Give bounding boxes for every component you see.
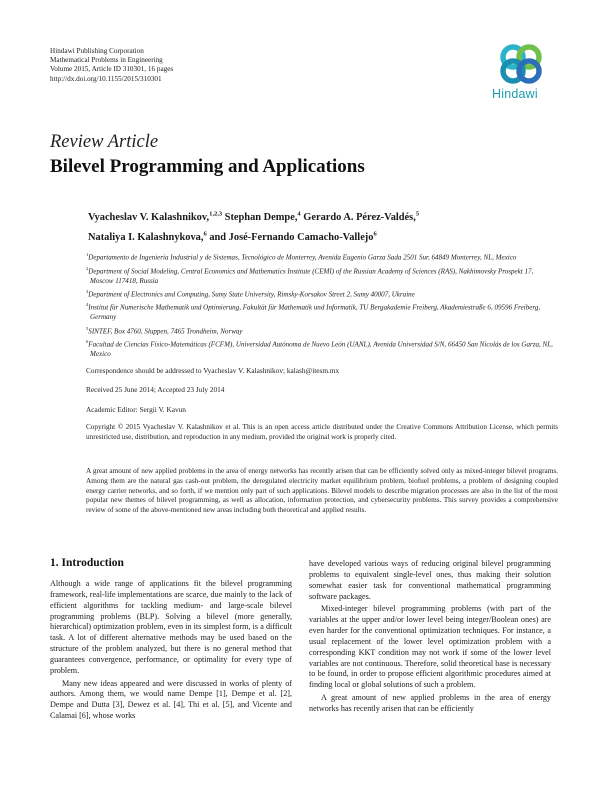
journal-name: Mathematical Problems in Engineering	[50, 56, 163, 65]
author-2: Stephan Dempe,$^4$	[222, 211, 301, 224]
copyright-notice: Copyright © 2015 Vyacheslav V. Kalashnikov et al. This is an open access article distributed under the Creative Commons Attribution License, which permits unrestricted use, distribution, and reproduction in any medium, provided the original work is properly cited.	[86, 423, 558, 441]
section-heading-introduction: 1. Introduction	[50, 557, 124, 569]
publisher-name: Hindawi Publishing Corporation	[50, 47, 144, 55]
author-list	[88, 207, 568, 246]
volume-info: Volume 2015, Article ID 310301, 16 pages	[50, 65, 174, 74]
academic-editor: Academic Editor: Sergii V. Kavun	[86, 405, 186, 414]
affiliation-1: $^1$Departamento de Ingeniería Industrial y de Sistemas, Tecnológico de Monterrey, Avenida Eugenio Garza Sada 2501 Sur, 64849 Monterrey, NL, Mexico	[86, 252, 517, 262]
affiliation-list	[86, 250, 558, 360]
paragraph: Many new ideas appeared and were discussed in works of plenty of authors. Among them, we would name Dempe [1], Dempe et al. [2], Dempe and Dutta [3], Dewez et al. [4], Thi et al. [5], and Vicente and Calamai [6], whose works	[50, 678, 292, 721]
hindawi-logo-text: Hindawi	[492, 87, 538, 101]
paragraph: Mixed-integer bilevel programming problems (with part of the variables at the upper and/or lower level being integer/Boolean ones) are even harder for the conventional optimization techniques. For instance, a usual replacement of the lower level optimization problem with a corresponding KKT condition may not work if some of the lower level variables are not continuous. Therefore, solid theoretical base is necessary to be found, in order to propose efficient algorithmic procedures aimed at finding local or global solutions of such a problem.	[309, 604, 551, 690]
affiliation-3: $^3$Department of Electronics and Computing, Sumy State University, Rimsky-Korsakov Street 2, Sumy 40007, Ukraine	[86, 288, 415, 299]
author-4: Nataliya I. Kalashnykova,$^6$	[88, 230, 207, 243]
author-1: Vyacheslav V. Kalashnikov,$^{1,2,3}$	[88, 211, 223, 224]
affiliation-2: $^2$Department of Social Modeling, Central Economics and Mathematics Institute (CEMI) of the Russian Academy of Sciences (RAS), Nakhimovsky Prospekt 17, Moscow 117418, Russia	[86, 265, 534, 285]
author-3: Gerardo A. Pérez-Valdés,$^5$	[300, 211, 420, 224]
affiliation-5: $^5$SINTEF, Box 4760, Sluppen, 7465 Trondheim, Norway	[86, 325, 243, 335]
correspondence-line: Correspondence should be addressed to Vyacheslav V. Kalashnikov; kalash@itesm.mx	[86, 366, 340, 375]
paragraph: A great amount of new applied problems in the area of energy networks has recently arisen that can be efficiently	[309, 693, 551, 713]
body-column-right	[309, 559, 551, 715]
paragraph: Although a wide range of applications fit the bilevel programming framework, real-life implementations are scarce, due mainly to the lack of efficient algorithms for tackling medium- and large-scale bilevel programming problems (BLP). Solving a bilevel (more generally, hierarchical) optimization problem, even in its simplest form, is a difficult task. A lot of different alternative methods may be used based on the structure of the problem analyzed, but there is no general method that guarantees convergence, performance, or optimality for every type of problem.	[50, 579, 292, 675]
affiliation-6: $^6$Facultad de Ciencias Físico-Matemáticas (FCFM), Universidad Autónoma de Nuevo León (UANL), Avenida Universidad S/N, 66450 San Nicolás de los Garza, NL, Mexico	[86, 339, 553, 359]
publication-info	[50, 47, 173, 84]
paper-title: Bilevel Programming and Applications	[50, 156, 365, 177]
body-column-left	[50, 557, 292, 722]
article-type: Review Article	[50, 132, 159, 152]
affiliation-4: $^4$Institut für Numerische Mathematik und Optimierung, Fakultät für Mathematik und Informatik, TU Bergakademie Freiberg, Akademiestraße 6, 09596 Freiberg, Germany	[86, 302, 541, 322]
received-dates: Received 25 June 2014; Accepted 23 July 2014	[86, 385, 225, 394]
hindawi-logo	[492, 42, 558, 101]
hindawi-logo-icon	[498, 42, 544, 86]
author-5: and José-Fernando Camacho-Vallejo$^6$	[206, 230, 377, 243]
abstract: A great amount of new applied problems in the area of energy networks has recently arisen that can be efficiently solved only as mixed-integer bilevel programs. Among them are the natural gas cash-out problem, the deregulated electricity market equilibrium problem, biofuel problems, a problem of designing coupled energy carrier networks, and so forth, if we mention only part of such applications. Bilevel models to describe migration processes are also in the list of the most popular new themes of bilevel programming, as well as allocation, information protection, and cybersecurity problems. This survey provides a comprehensive review of some of the above-mentioned new areas including both theoretical and applied results.	[86, 467, 558, 514]
doi-link[interactable]: http://dx.doi.org/10.1155/2015/310301	[50, 74, 162, 83]
paragraph: have developed various ways of reducing original bilevel programming problems to equivalent single-level ones, thus making their solution somewhat easier task for conventional mathematical programming software packages.	[309, 559, 551, 601]
